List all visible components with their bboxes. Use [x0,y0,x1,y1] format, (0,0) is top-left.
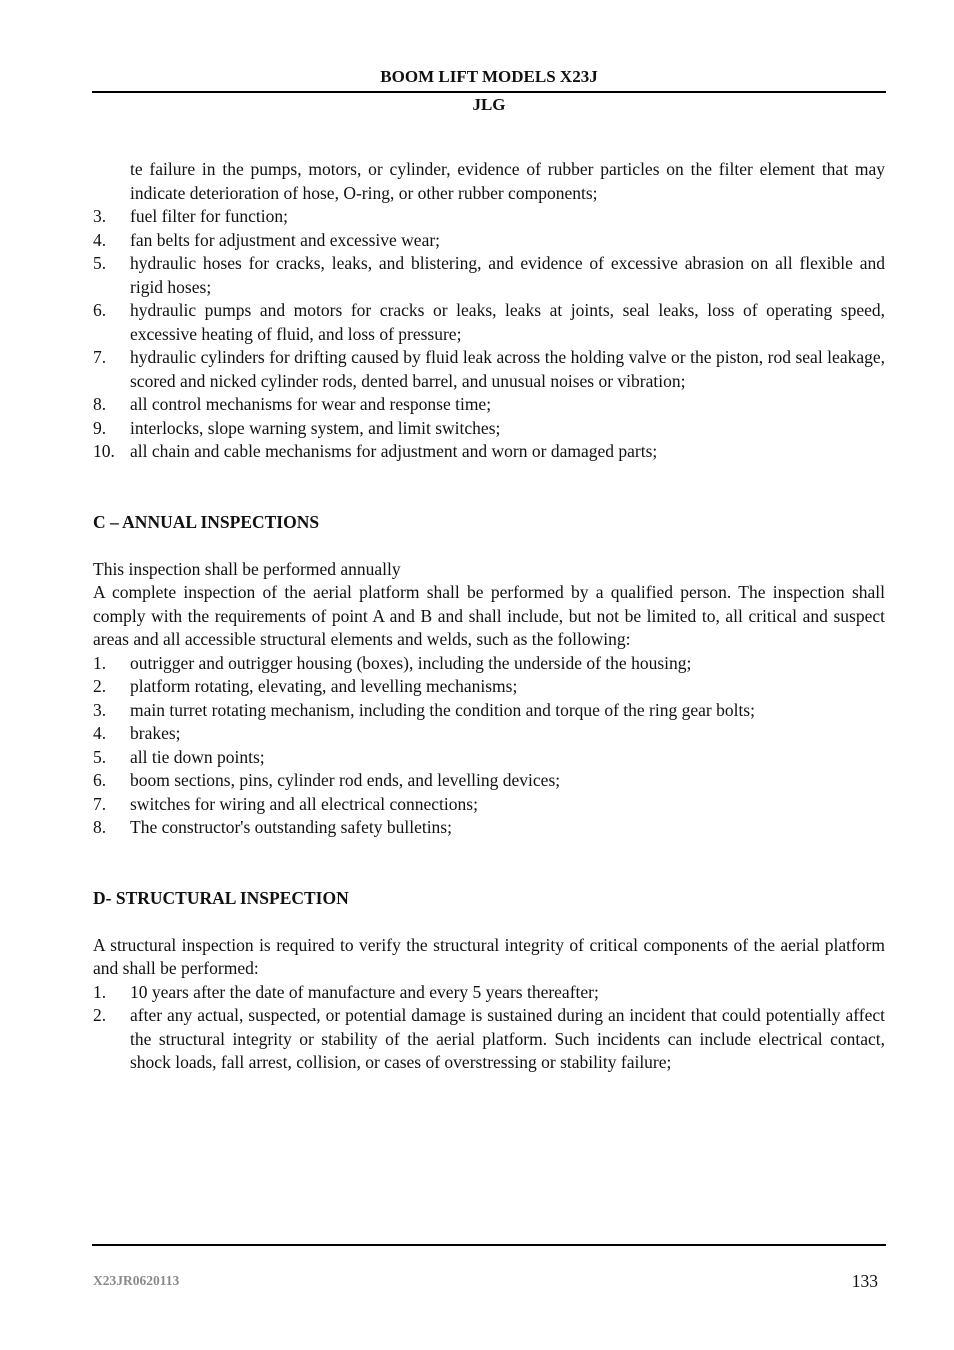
item-number: 10. [93,441,115,461]
list-item [93,440,885,464]
item-number: 6. [93,300,107,320]
inspection-list-b [93,205,885,464]
list-item [93,675,885,699]
list-item [93,652,885,676]
item-number: 2. [93,676,107,696]
spacer [93,840,885,887]
list-item [93,205,885,229]
list-item [93,793,885,817]
item-text: after any actual, suspected, or potential damage is sustained during an incident that could potentially affect the structural integrity or stability of the aerial platform. Such incidents can include electrical contact, shock loads, fall arrest, collision, or cases of overstressing or stability failure; [130,1005,885,1072]
header-title: BOOM LIFT MODELS X23J [380,67,598,86]
item-number: 1. [93,652,107,673]
item-text: boom sections, pins, cylinder rod ends, and levelling devices; [130,770,561,790]
list-item [93,699,885,723]
paragraph: A structural inspection is required to verify the structural integrity of critical components of the aerial platform and shall be performed: [93,934,885,978]
spacer [93,910,885,934]
paragraph: A complete inspection of the aerial platform shall be performed by a qualified person. The inspection shall comply with the requirements of point A and B and shall include, but not be limited to, all critical and suspect areas and all accessible structural elements and welds, such as the following: [93,582,885,649]
item-text: 10 years after the date of manufacture and every 5 years thereafter; [130,981,599,1002]
paragraph: This inspection shall be performed annually [93,558,401,579]
footer-rule [92,1244,886,1246]
list-item [93,722,885,746]
list-item [93,1004,885,1075]
item-text: platform rotating, elevating, and levelling mechanisms; [130,676,518,696]
item-number: 6. [93,770,107,790]
header-rule [92,91,886,93]
list-item [93,299,885,346]
list-item [93,746,885,770]
list-item [93,229,885,253]
item-number: 4. [93,723,107,743]
item-number: 7. [93,347,107,367]
item-text: interlocks, slope warning system, and limit switches; [130,417,501,438]
header-brand: JLG [472,95,506,114]
annual-inspection-list [93,652,885,840]
item-number: 9. [93,417,107,438]
list-item [93,816,885,840]
item-number: 1. [93,981,107,1002]
item-text: The constructor's outstanding safety bulletins; [130,817,452,837]
list-item [93,769,885,793]
item-number: 4. [93,229,107,250]
item-number: 3. [93,206,107,226]
item-text: hydraulic hoses for cracks, leaks, and blistering, and evidence of excessive abrasion on all flexible and rigid hoses; [130,253,885,297]
list-item [93,393,885,417]
page-content [93,158,885,1075]
section-heading-annual: C – ANNUAL INSPECTIONS [93,511,320,532]
item-text: all chain and cable mechanisms for adjustment and worn or damaged parts; [130,441,658,461]
item-number: 5. [93,746,107,767]
item-text: brakes; [130,723,181,743]
item-number: 2. [93,1005,107,1025]
list-item [93,981,885,1005]
item-text: fuel filter for function; [130,206,288,226]
item-number: 5. [93,253,107,273]
item-text: outrigger and outrigger housing (boxes), including the underside of the housing; [130,652,692,673]
list-item [93,346,885,393]
item-number: 8. [93,394,107,414]
item-number: 8. [93,817,107,837]
item-number: 7. [93,793,107,814]
spacer [93,534,885,558]
item-text: hydraulic cylinders for drifting caused by fluid leak across the holding valve or the piston, rod seal leakage, scored and nicked cylinder rods, dented barrel, and unusual noises or vibration; [130,347,885,391]
item-text: main turret rotating mechanism, including the condition and torque of the ring gear bolts; [130,699,755,720]
item-text: all tie down points; [130,746,265,767]
item-text: fan belts for adjustment and excessive wear; [130,229,441,250]
item-text: all control mechanisms for wear and response time; [130,394,492,414]
item-text: hydraulic pumps and motors for cracks or leaks, leaks at joints, seal leaks, loss of operating speed, excessive heating of fluid, and loss of pressure; [130,300,885,344]
structural-inspection-list [93,981,885,1075]
list-item [93,417,885,441]
spacer [93,464,885,511]
list-item [93,252,885,299]
continuation-text: te failure in the pumps, motors, or cylinder, evidence of rubber particles on the filter element that may indicate deterioration of hose, O-ring, or other rubber components; [130,159,885,203]
document-code: X23JR0620113 [93,1273,180,1288]
item-number: 3. [93,699,107,720]
item-text: switches for wiring and all electrical connections; [130,793,478,814]
section-heading-structural: D- STRUCTURAL INSPECTION [93,887,349,908]
page-number: 133 [851,1271,878,1291]
